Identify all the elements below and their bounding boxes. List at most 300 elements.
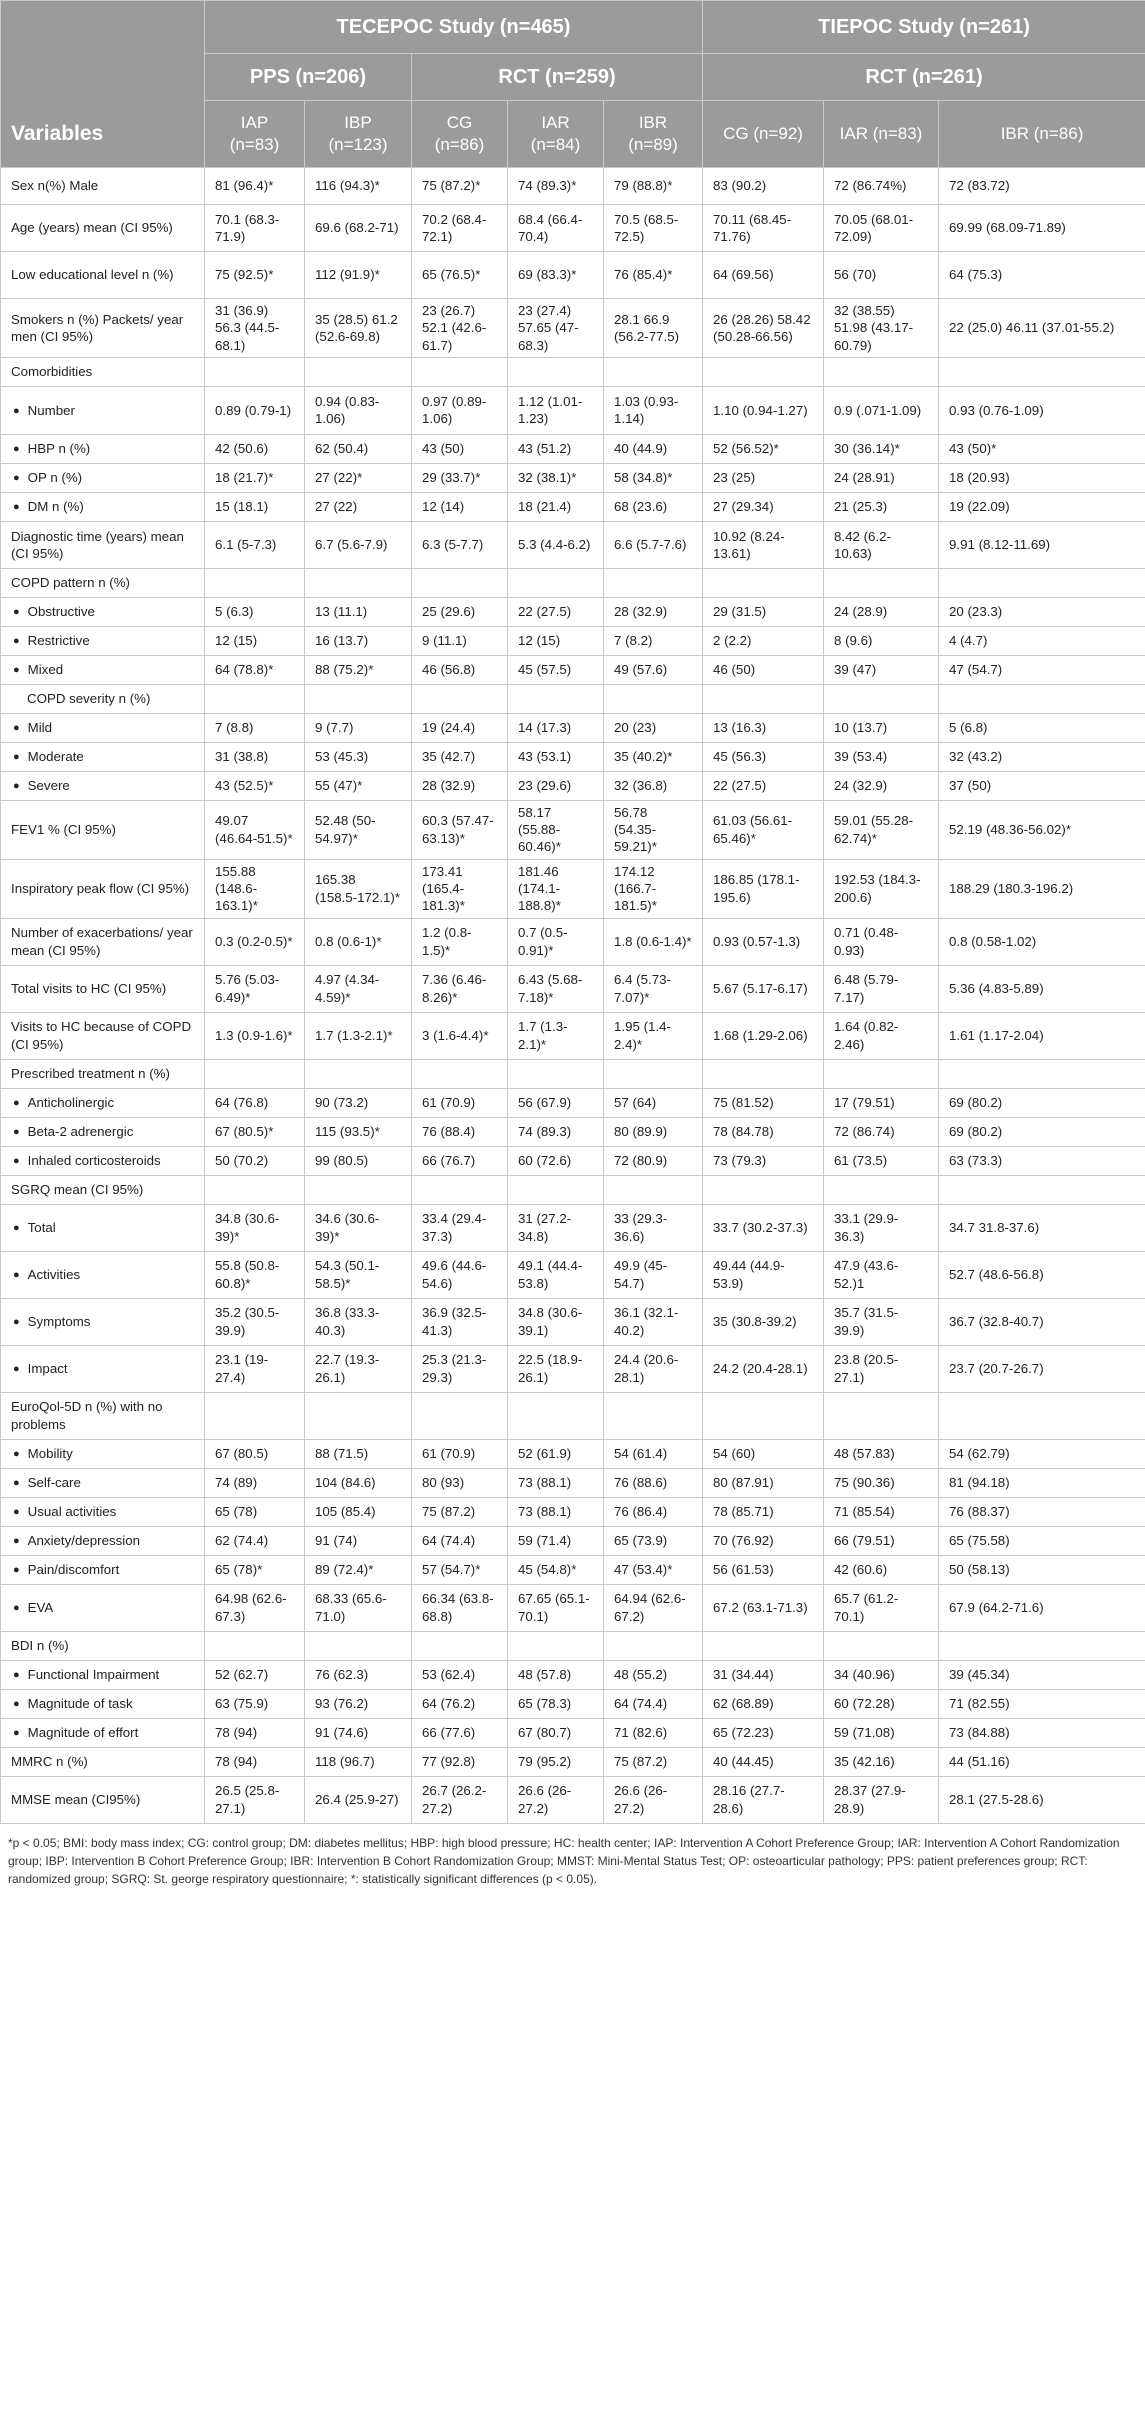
table-cell (703, 1059, 824, 1088)
table-row (1, 1298, 1145, 1345)
table-row (1, 1175, 1145, 1204)
table-row (1, 1555, 1145, 1584)
table-cell: 155.88 (148.6-163.1)* (205, 859, 305, 918)
table-row (1, 1747, 1145, 1776)
table-cell: 112 (91.9)* (305, 252, 412, 299)
table-cell: 105 (85.4) (305, 1497, 412, 1526)
table-cell: 75 (81.52) (703, 1088, 824, 1117)
table-cell: 54.3 (50.1-58.5)* (305, 1251, 412, 1298)
table-cell: 47 (54.7) (939, 655, 1145, 684)
table-cell: 1.61 (1.17-2.04) (939, 1012, 1145, 1059)
table-row (1, 1468, 1145, 1497)
row-label: Age (years) mean (CI 95%) (1, 205, 205, 252)
group-rct2-header: RCT (n=261) (703, 54, 1145, 101)
row-label: BDI n (%) (1, 1631, 205, 1660)
table-cell: 36.9 (32.5-41.3) (412, 1298, 508, 1345)
table-cell: 15 (18.1) (205, 492, 305, 521)
table-cell: 78 (84.78) (703, 1117, 824, 1146)
table-cell: 33.1 (29.9-36.3) (824, 1204, 939, 1251)
table-cell (412, 1631, 508, 1660)
table-cell: 35.7 (31.5-39.9) (824, 1298, 939, 1345)
table-cell: 68.4 (66.4-70.4) (508, 205, 604, 252)
table-cell: 91 (74.6) (305, 1718, 412, 1747)
table-cell: 49.6 (44.6-54.6) (412, 1251, 508, 1298)
table-cell: 14 (17.3) (508, 713, 604, 742)
table-cell: 26.7 (26.2-27.2) (412, 1776, 508, 1823)
table-row (1, 463, 1145, 492)
row-label: ● Symptoms (1, 1298, 205, 1345)
table-cell: 16 (13.7) (305, 626, 412, 655)
table-cell: 22.5 (18.9-26.1) (508, 1345, 604, 1392)
row-label: ● Inhaled corticosteroids (1, 1146, 205, 1175)
table-cell: 52 (62.7) (205, 1660, 305, 1689)
table-cell: 36.1 (32.1-40.2) (604, 1298, 703, 1345)
study1-header: TECEPOC Study (n=465) (205, 1, 703, 54)
table-cell: 53 (45.3) (305, 742, 412, 771)
table-cell: 73 (79.3) (703, 1146, 824, 1175)
table-cell: 28.37 (27.9-28.9) (824, 1776, 939, 1823)
table-cell: 70 (76.92) (703, 1526, 824, 1555)
table-cell (205, 357, 305, 386)
table-cell: 49 (57.6) (604, 655, 703, 684)
table-cell: 25 (29.6) (412, 597, 508, 626)
table-cell: 69 (83.3)* (508, 252, 604, 299)
table-cell: 55.8 (50.8-60.8)* (205, 1251, 305, 1298)
table-cell: 47 (53.4)* (604, 1555, 703, 1584)
table-cell: 64 (78.8)* (205, 655, 305, 684)
col-header: IAR (n=83) (824, 101, 939, 168)
row-label: ● Severe (1, 771, 205, 800)
table-cell: 64 (74.4) (412, 1526, 508, 1555)
table-cell: 66.34 (63.8-68.8) (412, 1584, 508, 1631)
table-row (1, 1718, 1145, 1747)
table-cell: 9.91 (8.12-11.69) (939, 521, 1145, 568)
table-row (1, 1392, 1145, 1439)
table-cell: 57 (54.7)* (412, 1555, 508, 1584)
table-cell: 67 (80.5)* (205, 1117, 305, 1146)
table-cell: 50 (58.13) (939, 1555, 1145, 1584)
table-cell: 46 (56.8) (412, 655, 508, 684)
table-cell (824, 1631, 939, 1660)
row-label: ● Impact (1, 1345, 205, 1392)
table-row (1, 1631, 1145, 1660)
table-row (1, 1497, 1145, 1526)
table-cell: 58.17 (55.88-60.46)* (508, 800, 604, 859)
table-cell (205, 1059, 305, 1088)
table-cell: 17 (79.51) (824, 1088, 939, 1117)
study2-header: TIEPOC Study (n=261) (703, 1, 1145, 54)
table-cell: 73 (84.88) (939, 1718, 1145, 1747)
table-cell: 1.7 (1.3-2.1)* (305, 1012, 412, 1059)
row-label: COPD pattern n (%) (1, 568, 205, 597)
row-label: ● Moderate (1, 742, 205, 771)
table-cell: 39 (45.34) (939, 1660, 1145, 1689)
row-label: MMRC n (%) (1, 1747, 205, 1776)
table-cell: 91 (74) (305, 1526, 412, 1555)
table-cell: 75 (92.5)* (205, 252, 305, 299)
table-cell: 0.93 (0.76-1.09) (939, 386, 1145, 434)
row-label: ● HBP n (%) (1, 434, 205, 463)
table-row (1, 1526, 1145, 1555)
row-label: Comorbidities (1, 357, 205, 386)
table-cell: 24 (28.9) (824, 597, 939, 626)
table-row (1, 386, 1145, 434)
row-label: ● Anticholinergic (1, 1088, 205, 1117)
table-cell (205, 1175, 305, 1204)
table-cell: 12 (15) (508, 626, 604, 655)
table-cell: 72 (80.9) (604, 1146, 703, 1175)
table-cell: 64 (76.8) (205, 1088, 305, 1117)
table-row (1, 597, 1145, 626)
table-cell: 1.68 (1.29-2.06) (703, 1012, 824, 1059)
table-cell: 75 (87.2) (412, 1497, 508, 1526)
table-cell (205, 1392, 305, 1439)
table-cell: 43 (50)* (939, 434, 1145, 463)
table-cell: 27 (22)* (305, 463, 412, 492)
table-cell: 13 (16.3) (703, 713, 824, 742)
table-cell: 65.7 (61.2-70.1) (824, 1584, 939, 1631)
table-cell: 56 (67.9) (508, 1088, 604, 1117)
table-cell: 76 (62.3) (305, 1660, 412, 1689)
table-cell: 32 (43.2) (939, 742, 1145, 771)
table-cell: 49.9 (45-54.7) (604, 1251, 703, 1298)
table-cell: 47.9 (43.6-52.)1 (824, 1251, 939, 1298)
table-cell: 28.16 (27.7-28.6) (703, 1776, 824, 1823)
table-cell: 0.94 (0.83-1.06) (305, 386, 412, 434)
table-cell: 23 (29.6) (508, 771, 604, 800)
table-cell: 8 (9.6) (824, 626, 939, 655)
row-label: Visits to HC because of COPD (CI 95%) (1, 1012, 205, 1059)
table-cell: 29 (31.5) (703, 597, 824, 626)
table-cell: 42 (50.6) (205, 434, 305, 463)
row-label: ● Mobility (1, 1439, 205, 1468)
table-cell: 12 (14) (412, 492, 508, 521)
table-cell: 23.7 (20.7-26.7) (939, 1345, 1145, 1392)
table-cell: 9 (11.1) (412, 626, 508, 655)
table-cell (703, 1175, 824, 1204)
header-blank-2 (1, 54, 205, 101)
row-label: ● Magnitude of task (1, 1689, 205, 1718)
table-cell (824, 357, 939, 386)
table-cell: 24 (32.9) (824, 771, 939, 800)
table-row (1, 205, 1145, 252)
row-label: Total visits to HC (CI 95%) (1, 965, 205, 1012)
table-cell: 186.85 (178.1-195.6) (703, 859, 824, 918)
table-cell: 78 (94) (205, 1718, 305, 1747)
row-label: ● Mild (1, 713, 205, 742)
footnote: *p < 0.05; BMI: body mass index; CG: control group; DM: diabetes mellitus; HBP: high blood pressure; HC: health center; IAP: Intervention A Cohort Preference Group; IAR: Intervention A Cohort Randomization group; IBP: Intervention B Cohort Preference Group; IBR: Intervention B Cohort Randomization Group; MMST: Mini-Mental Status Test; OP: osteoarticular pathology; PPS: patient preferences group; RCT: randomized group; SGRQ: St. george respiratory questionnaire; *: statistically significant differences (p < 0.05). (8, 1835, 1120, 1886)
table-cell: 31 (36.9) 56.3 (44.5-68.1) (205, 299, 305, 358)
table-row (1, 252, 1145, 299)
table-cell: 24.4 (20.6-28.1) (604, 1345, 703, 1392)
table-cell (412, 1392, 508, 1439)
table-cell (205, 1631, 305, 1660)
table-cell: 64 (76.2) (412, 1689, 508, 1718)
table-cell (824, 1059, 939, 1088)
table-cell: 70.11 (68.45-71.76) (703, 205, 824, 252)
table-cell: 70.2 (68.4-72.1) (412, 205, 508, 252)
table-cell: 66 (77.6) (412, 1718, 508, 1747)
table-cell: 31 (38.8) (205, 742, 305, 771)
table-cell: 70.1 (68.3-71.9) (205, 205, 305, 252)
table-cell: 70.5 (68.5-72.5) (604, 205, 703, 252)
table-cell: 33.4 (29.4-37.3) (412, 1204, 508, 1251)
table-cell: 173.41 (165.4-181.3)* (412, 859, 508, 918)
table-cell (939, 568, 1145, 597)
table-cell (305, 1392, 412, 1439)
table-cell: 77 (92.8) (412, 1747, 508, 1776)
table-cell: 26.6 (26-27.2) (508, 1776, 604, 1823)
col-header: IBP (n=123) (305, 101, 412, 168)
table-cell: 45 (56.3) (703, 742, 824, 771)
table-cell: 34.8 (30.6-39.1) (508, 1298, 604, 1345)
table-cell: 10.92 (8.24-13.61) (703, 521, 824, 568)
table-cell: 88 (71.5) (305, 1439, 412, 1468)
col-header: IBR (n=89) (604, 101, 703, 168)
table-cell: 1.7 (1.3-2.1)* (508, 1012, 604, 1059)
table-cell (824, 568, 939, 597)
table-cell: 32 (38.1)* (508, 463, 604, 492)
table-cell: 54 (60) (703, 1439, 824, 1468)
row-label: COPD severity n (%) (1, 684, 205, 713)
table-cell: 22 (25.0) 46.11 (37.01-55.2) (939, 299, 1145, 358)
table-cell (939, 1175, 1145, 1204)
table-cell: 76 (85.4)* (604, 252, 703, 299)
table-cell: 55 (47)* (305, 771, 412, 800)
table-cell: 26.5 (25.8-27.1) (205, 1776, 305, 1823)
table-cell (703, 357, 824, 386)
row-label: ● Restrictive (1, 626, 205, 655)
table-cell: 60.3 (57.47-63.13)* (412, 800, 508, 859)
table-cell: 24 (28.91) (824, 463, 939, 492)
table-cell: 42 (60.6) (824, 1555, 939, 1584)
table-cell: 76 (88.37) (939, 1497, 1145, 1526)
table-cell: 57 (64) (604, 1088, 703, 1117)
table-cell: 54 (62.79) (939, 1439, 1145, 1468)
table-cell: 67 (80.7) (508, 1718, 604, 1747)
table-cell: 1.64 (0.82-2.46) (824, 1012, 939, 1059)
row-label: ● Beta-2 adrenergic (1, 1117, 205, 1146)
table-body (1, 168, 1145, 1824)
table-cell: 65 (75.58) (939, 1526, 1145, 1555)
table-cell: 65 (78) (205, 1497, 305, 1526)
table-cell: 1.03 (0.93-1.14) (604, 386, 703, 434)
table-cell: 5.3 (4.4-6.2) (508, 521, 604, 568)
table-row (1, 568, 1145, 597)
table-cell (604, 684, 703, 713)
table-cell (508, 1392, 604, 1439)
table-cell: 26.6 (26-27.2) (604, 1776, 703, 1823)
table-cell: 20 (23.3) (939, 597, 1145, 626)
row-label: EuroQol-5D n (%) with no problems (1, 1392, 205, 1439)
table-cell: 76 (88.6) (604, 1468, 703, 1497)
table-cell: 0.71 (0.48-0.93) (824, 918, 939, 965)
table-cell (939, 1392, 1145, 1439)
table-row (1, 771, 1145, 800)
table-cell: 1.95 (1.4-2.4)* (604, 1012, 703, 1059)
table-cell: 4 (4.7) (939, 626, 1145, 655)
table-cell: 6.6 (5.7-7.6) (604, 521, 703, 568)
table-cell: 72 (86.74%) (824, 168, 939, 205)
table-cell: 0.3 (0.2-0.5)* (205, 918, 305, 965)
table-cell (305, 568, 412, 597)
table-cell (824, 684, 939, 713)
table-cell (508, 1175, 604, 1204)
row-label: ● Obstructive (1, 597, 205, 626)
table-cell: 40 (44.45) (703, 1747, 824, 1776)
table-cell: 49.44 (44.9-53.9) (703, 1251, 824, 1298)
table-cell: 80 (87.91) (703, 1468, 824, 1497)
table-cell: 67.65 (65.1-70.1) (508, 1584, 604, 1631)
table-cell: 80 (89.9) (604, 1117, 703, 1146)
table-cell: 18 (21.7)* (205, 463, 305, 492)
table-cell: 104 (84.6) (305, 1468, 412, 1497)
table-cell: 52 (56.52)* (703, 434, 824, 463)
table-cell (703, 568, 824, 597)
table-cell: 52.19 (48.36-56.02)* (939, 800, 1145, 859)
table-cell: 40 (44.9) (604, 434, 703, 463)
table-cell: 43 (52.5)* (205, 771, 305, 800)
table-cell: 118 (96.7) (305, 1747, 412, 1776)
table-cell (305, 1175, 412, 1204)
table-cell: 61 (73.5) (824, 1146, 939, 1175)
table-row (1, 1689, 1145, 1718)
table-row (1, 859, 1145, 918)
table-cell: 62 (68.89) (703, 1689, 824, 1718)
table-cell: 35 (42.7) (412, 742, 508, 771)
table-cell (939, 684, 1145, 713)
table-cell: 28.1 66.9 (56.2-77.5) (604, 299, 703, 358)
table-cell: 5.76 (5.03-6.49)* (205, 965, 305, 1012)
col-header: CG (n=92) (703, 101, 824, 168)
table-cell: 63 (73.3) (939, 1146, 1145, 1175)
table-cell: 67 (80.5) (205, 1439, 305, 1468)
table-cell: 10 (13.7) (824, 713, 939, 742)
table-cell: 49.1 (44.4-53.8) (508, 1251, 604, 1298)
table-cell: 19 (24.4) (412, 713, 508, 742)
table-cell (508, 357, 604, 386)
table-cell: 48 (57.8) (508, 1660, 604, 1689)
table-cell: 81 (94.18) (939, 1468, 1145, 1497)
table-cell: 70.05 (68.01-72.09) (824, 205, 939, 252)
table-cell: 0.89 (0.79-1) (205, 386, 305, 434)
table-cell: 80 (93) (412, 1468, 508, 1497)
table-row (1, 1146, 1145, 1175)
col-header: IAP (n=83) (205, 101, 305, 168)
table-cell: 26 (28.26) 58.42 (50.28-66.56) (703, 299, 824, 358)
table-row (1, 1204, 1145, 1251)
table-cell (604, 568, 703, 597)
table-cell: 54 (61.4) (604, 1439, 703, 1468)
table-cell (412, 568, 508, 597)
table-row (1, 965, 1145, 1012)
table-row (1, 434, 1145, 463)
row-label: ● Activities (1, 1251, 205, 1298)
table-cell: 72 (86.74) (824, 1117, 939, 1146)
table-cell: 23.8 (20.5-27.1) (824, 1345, 939, 1392)
table-cell: 2 (2.2) (703, 626, 824, 655)
table-cell: 69 (80.2) (939, 1117, 1145, 1146)
table-cell: 116 (94.3)* (305, 168, 412, 205)
table-row (1, 492, 1145, 521)
table-cell: 26.4 (25.9-27) (305, 1776, 412, 1823)
table-cell: 0.8 (0.58-1.02) (939, 918, 1145, 965)
table-cell: 66 (79.51) (824, 1526, 939, 1555)
table-cell: 35 (28.5) 61.2 (52.6-69.8) (305, 299, 412, 358)
table-cell: 50 (70.2) (205, 1146, 305, 1175)
variables-header: Variables (1, 101, 205, 168)
table-cell: 93 (76.2) (305, 1689, 412, 1718)
table-cell: 59 (71.4) (508, 1526, 604, 1555)
table-cell (703, 684, 824, 713)
table-cell: 22.7 (19.3-26.1) (305, 1345, 412, 1392)
table-cell: 1.10 (0.94-1.27) (703, 386, 824, 434)
table-cell: 78 (94) (205, 1747, 305, 1776)
table-row (1, 521, 1145, 568)
table-row (1, 1660, 1145, 1689)
table-cell: 74 (89) (205, 1468, 305, 1497)
table-cell: 52.48 (50-54.97)* (305, 800, 412, 859)
table-row (1, 1584, 1145, 1631)
table-row (1, 713, 1145, 742)
row-label: ● Self-care (1, 1468, 205, 1497)
row-label: ● Anxiety/depression (1, 1526, 205, 1555)
table-cell: 13 (11.1) (305, 597, 412, 626)
table-cell (412, 684, 508, 713)
table-cell (604, 357, 703, 386)
table-cell: 33.7 (30.2-37.3) (703, 1204, 824, 1251)
group-pps-header: PPS (n=206) (205, 54, 412, 101)
row-label: ● Usual activities (1, 1497, 205, 1526)
row-label: Sex n(%) Male (1, 168, 205, 205)
table-cell: 39 (47) (824, 655, 939, 684)
table-cell: 36.7 (32.8-40.7) (939, 1298, 1145, 1345)
table-cell: 73 (88.1) (508, 1468, 604, 1497)
table-cell: 27 (29.34) (703, 492, 824, 521)
table-cell: 74 (89.3)* (508, 168, 604, 205)
table-cell: 48 (57.83) (824, 1439, 939, 1468)
table-cell: 30 (36.14)* (824, 434, 939, 463)
row-label: ● Pain/discomfort (1, 1555, 205, 1584)
table-cell (824, 1175, 939, 1204)
table-cell: 174.12 (166.7-181.5)* (604, 859, 703, 918)
table-row (1, 1776, 1145, 1823)
table-cell: 27 (22) (305, 492, 412, 521)
row-label: Low educational level n (%) (1, 252, 205, 299)
table-cell: 45 (54.8)* (508, 1555, 604, 1584)
table-cell: 35 (42.16) (824, 1747, 939, 1776)
table-cell: 56.78 (54.35-59.21)* (604, 800, 703, 859)
table-cell: 64 (75.3) (939, 252, 1145, 299)
col-header: CG (n=86) (412, 101, 508, 168)
table-cell: 32 (36.8) (604, 771, 703, 800)
table-cell: 67.9 (64.2-71.6) (939, 1584, 1145, 1631)
row-label: ● Total (1, 1204, 205, 1251)
table-cell: 75 (87.2)* (412, 168, 508, 205)
table-cell: 1.12 (1.01-1.23) (508, 386, 604, 434)
table-cell (604, 1175, 703, 1204)
table-cell: 79 (95.2) (508, 1747, 604, 1776)
table-cell (412, 357, 508, 386)
table-cell: 56 (70) (824, 252, 939, 299)
row-label: ● Number (1, 386, 205, 434)
table-row (1, 357, 1145, 386)
table-cell: 99 (80.5) (305, 1146, 412, 1175)
row-label: Diagnostic time (years) mean (CI 95%) (1, 521, 205, 568)
table-cell (508, 684, 604, 713)
table-cell (508, 1631, 604, 1660)
table-cell: 28 (32.9) (604, 597, 703, 626)
